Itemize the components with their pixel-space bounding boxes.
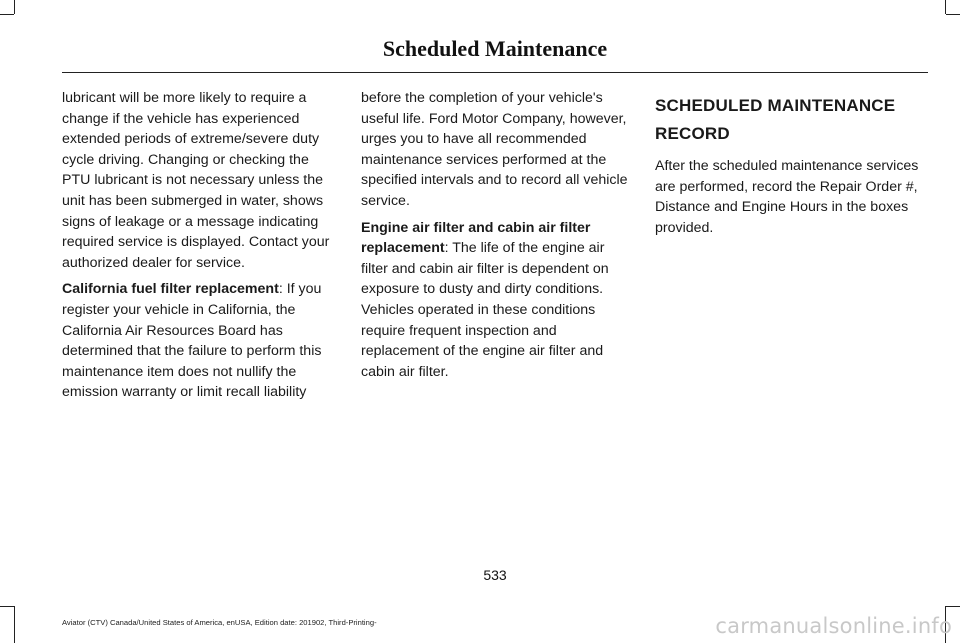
watermark: carmanualsonline.info (715, 614, 952, 638)
edition-footer: Aviator (CTV) Canada/United States of America, enUSA, Edition date: 201902, Third-Printing- (62, 618, 377, 627)
crop-mark-bottom-left-h (0, 606, 14, 607)
paragraph-text: before the completion of your vehicle's useful life. Ford Motor Company, however, urges you to have all recommended maintenance services performed at the specified intervals and to record all vehicle service. (361, 90, 628, 209)
paragraph-text: lubricant will be more likely to require a change if the vehicle has experienced extended periods of extreme/severe duty cycle driving. Changing or checking the PTU lubricant is not necessary unless the unit has been submerged in water, shows signs of leakage or a message indicating required service is displayed. Contact your authorized dealer for service. (62, 90, 330, 271)
paragraph-text: After the scheduled maintenance services are performed, record the Repair Order #, Distance and Engine Hours in the boxes provided. (655, 158, 919, 236)
crop-mark-top-right (945, 0, 946, 14)
crop-mark-top-left (14, 0, 15, 14)
section-heading-line2: RECORD (655, 124, 730, 143)
paragraph-useful-life (361, 88, 632, 212)
column-left (62, 88, 338, 409)
california-fuel-filter-label: California fuel filter replacement (62, 281, 279, 298)
paragraph-record-instructions (655, 156, 923, 238)
header-rule (62, 72, 928, 73)
section-heading-maintenance-record (655, 92, 923, 148)
air-filter-label: Engine air filter and cabin air filter replacement (361, 219, 591, 257)
column-right (655, 88, 923, 244)
section-heading-line1: SCHEDULED MAINTENANCE (655, 96, 896, 115)
crop-mark-bottom-left (14, 606, 15, 643)
crop-mark-top-left-h (0, 14, 14, 15)
paragraph-air-filter (361, 218, 632, 383)
crop-mark-bottom-right-h (946, 606, 960, 607)
air-filter-text: : The life of the engine air filter and cabin air filter is dependent on exposure to dusty and dirty conditions. Vehicles operated in these conditions require frequent inspection and replacement of the engine air filter and cabin air filter. (361, 240, 609, 380)
paragraph-california-fuel-filter (62, 279, 338, 403)
page-title: Scheduled Maintenance (382, 36, 608, 61)
california-fuel-filter-text: : If you register your vehicle in California, the California Air Resources Board has determined that the failure to perform this maintenance item does not nullify the emission warranty or limit recall liability (62, 281, 322, 401)
page-number: 533 (483, 567, 507, 583)
crop-mark-top-right-h (946, 14, 960, 15)
column-middle (361, 88, 632, 388)
paragraph-ptu-lubricant (62, 88, 338, 273)
